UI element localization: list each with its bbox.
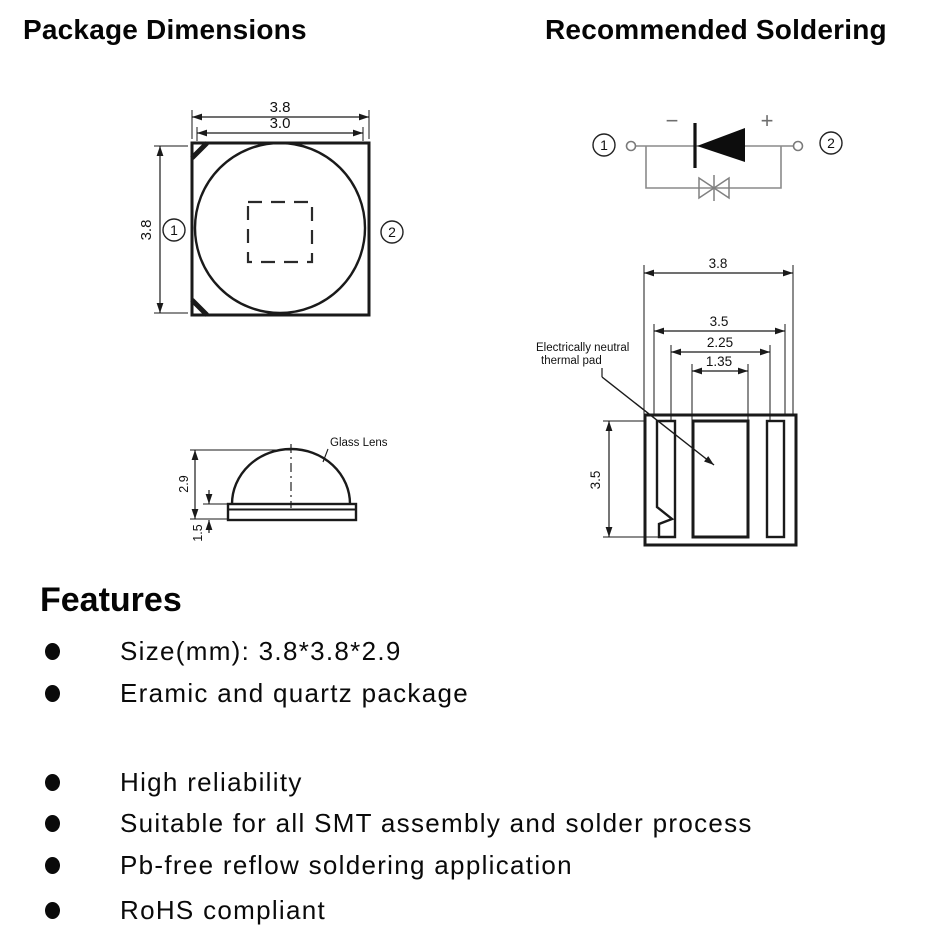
pin2-number: 2 [827,135,835,151]
pin2-callout [820,132,842,154]
left-pad [657,421,675,537]
diode-symbol [695,123,745,168]
feature-item [45,635,402,667]
package-side-view-drawing [175,420,420,550]
solder-pad-layout-drawing [525,250,825,560]
feature-text: Eramic and quartz package [120,677,470,708]
terminal-circle-1 [627,142,636,151]
pin2-number: 2 [388,224,396,240]
pin1-callout [163,219,185,241]
dim-label-base-height: 1.5 [191,524,205,542]
pad-area-outline [645,415,796,545]
feature-item [45,807,753,839]
plus-sign: + [760,108,774,133]
soldering-circuit-schematic [590,100,860,215]
feature-text: Suitable for all SMT assembly and solder process [120,807,753,838]
dim-label-total-height: 2.9 [177,475,191,493]
bullet-icon [45,685,60,702]
dim-label-inner-span: 2.25 [706,335,734,350]
pin1-number: 1 [600,137,608,153]
feature-text: Size(mm): 3.8*3.8*2.9 [120,635,402,666]
pin2-callout [381,221,403,243]
features-heading: Features [40,581,182,619]
right-pad [767,421,784,537]
bullet-icon [45,857,60,874]
dim-label-outer-width: 3.8 [269,99,291,116]
bullet-icon [45,643,60,660]
feature-item [45,677,469,709]
feature-text: Pb-free reflow soldering application [120,849,573,880]
minus-sign: − [665,108,679,133]
lens-circle [195,143,365,313]
substrate-base [228,504,356,520]
dim-label-inner-width: 3.0 [269,115,291,132]
package-top-view-drawing [130,95,420,335]
feature-text: High reliability [120,766,303,797]
feature-item [45,894,326,926]
pin1-number: 1 [170,222,178,238]
bullet-icon [45,815,60,832]
dim-label-total-width: 3.8 [708,256,728,271]
recommended-soldering-heading: Recommended Soldering [545,14,887,45]
glass-lens-label: Glass Lens [330,437,388,449]
die-dashed-outline [248,202,312,262]
dim-label-height: 3.8 [138,219,155,241]
dim-label-center-pad-width: 1.35 [705,354,733,369]
corner-chamfer-mark [192,300,207,315]
feature-item [45,849,573,881]
thermal-pad-note-line2: thermal pad [541,355,602,367]
corner-chamfer-mark [192,143,207,158]
package-dimensions-heading: Package Dimensions [23,14,307,45]
bullet-icon [45,774,60,791]
thermal-pad-note-line1: Electrically neutral [536,342,630,354]
dim-label-pad-span: 3.5 [709,314,729,329]
terminal-circle-2 [794,142,803,151]
pin1-callout [593,134,615,156]
dim-label-pad-height: 3.5 [588,470,603,490]
thermal-pad [693,421,748,537]
bullet-icon [45,902,60,919]
feature-item [45,766,303,798]
feature-text: RoHS compliant [120,894,327,925]
